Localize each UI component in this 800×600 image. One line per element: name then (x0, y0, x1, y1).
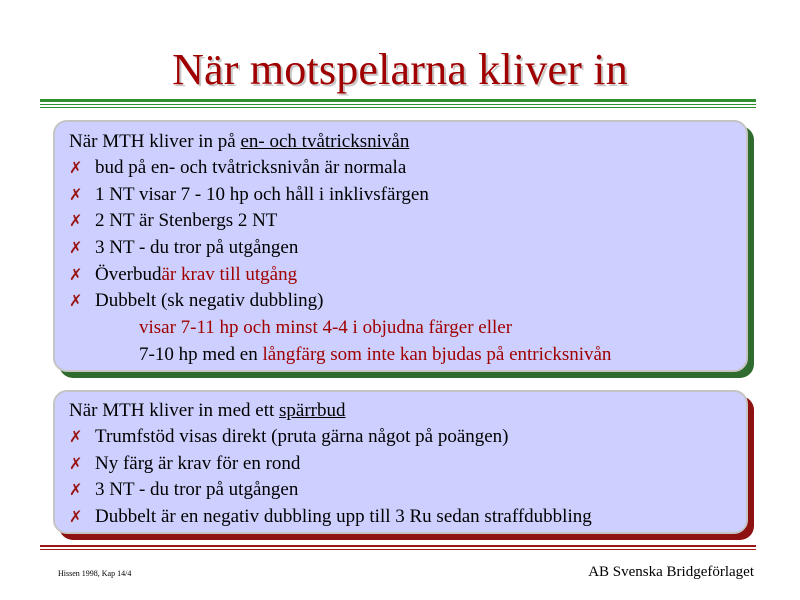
panel-one-two-level (53, 120, 748, 372)
x-mark-icon: ✗ (69, 453, 83, 473)
title-divider-thin (40, 104, 756, 105)
item-text: 3 NT - du tror på utgången (95, 479, 299, 501)
list-item (69, 262, 746, 289)
list-item (69, 182, 746, 209)
slide-title: När motspelarna kliver in (172, 45, 628, 94)
list-item (69, 288, 746, 315)
x-mark-icon: ✗ (69, 238, 83, 258)
item-text: Överbud (95, 263, 162, 285)
item-text: Dubbelt (sk negativ dubbling) (95, 290, 324, 312)
x-mark-icon: ✗ (69, 480, 83, 500)
x-mark-icon: ✗ (69, 291, 83, 311)
footer-divider (40, 545, 756, 547)
footer-divider-thin (40, 549, 756, 550)
list-item (69, 208, 746, 235)
heading-text: När MTH kliver in med ett (69, 400, 280, 421)
item-text-highlight: är krav till utgång (161, 263, 298, 285)
item-text: Ny färg är krav för en rond (95, 452, 301, 474)
detail-text-highlight: långfärg som inte kan bjudas på entricksnivån (262, 343, 612, 365)
x-mark-icon: ✗ (69, 158, 83, 177)
item-text: 1 NT visar 7 - 10 hp och håll i inklivsfärgen (95, 183, 429, 205)
x-mark-icon: ✗ (69, 184, 83, 204)
item-text: 3 NT - du tror på utgången (95, 237, 299, 259)
title-divider (40, 99, 756, 102)
section-heading (69, 128, 746, 155)
list-item (69, 477, 746, 504)
item-text: Dubbelt är en negativ dubbling upp till 3 Ru sedan straffdubbling (95, 506, 592, 528)
x-mark-icon: ✗ (69, 211, 83, 231)
list-item (69, 451, 746, 478)
x-mark-icon: ✗ (69, 427, 83, 446)
heading-text: När MTH kliver in på (69, 131, 241, 152)
detail-line (69, 342, 746, 369)
section-heading (69, 397, 746, 424)
x-mark-icon: ✗ (69, 507, 83, 527)
x-mark-icon: ✗ (69, 264, 83, 284)
list-item (69, 235, 746, 262)
list-item (69, 424, 746, 451)
item-text: Trumfstöd visas direkt (pruta gärna något på poängen) (95, 426, 509, 447)
heading-underlined: en- och tvåtricksnivån (240, 131, 410, 152)
panel-preemptive (53, 390, 748, 534)
detail-text: 7-10 hp med en (139, 343, 263, 365)
detail-line: visar 7-11 hp och minst 4-4 i objudna färger eller (139, 317, 513, 339)
list-item (69, 504, 746, 531)
item-text: 2 NT är Stenbergs 2 NT (95, 210, 278, 232)
heading-underlined: spärrbud (279, 400, 346, 421)
item-text: bud på en- och tvåtricksnivån är normala (95, 157, 407, 178)
footer-publisher: AB Svenska Bridgeförlaget (588, 564, 754, 580)
title-divider-thin (40, 107, 756, 108)
list-item (69, 155, 746, 182)
footer-source: Hissen 1998, Kap 14/4 (58, 569, 132, 578)
